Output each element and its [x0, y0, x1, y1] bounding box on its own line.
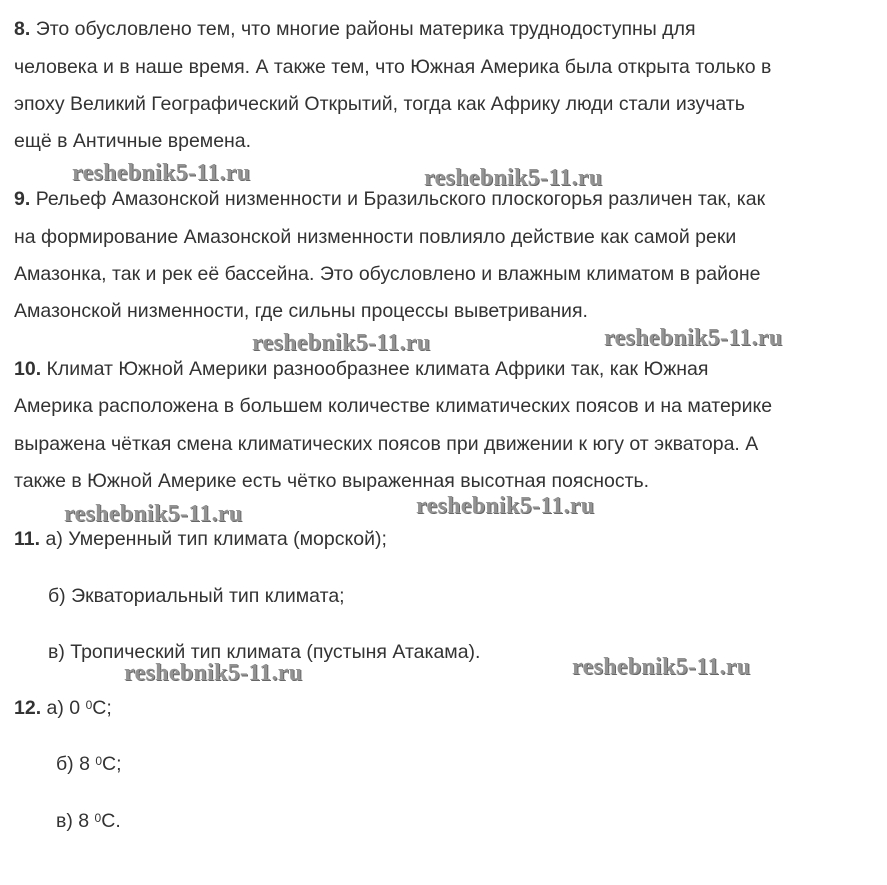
item-number: 9. — [14, 188, 31, 210]
item-12-answer-a — [14, 696, 112, 720]
item-8-line-1 — [14, 17, 696, 41]
watermark-4: reshebnik5-11.ru — [604, 325, 783, 351]
item-10-line-4: также в Южной Америке есть чётко выраженная высотная поясность. — [14, 470, 650, 492]
item-9-line-2: на формирование Амазонской низменности повлияло действие как самой реки — [14, 226, 737, 248]
degree-sup: 0 — [85, 698, 93, 712]
item-number: 11. — [14, 528, 41, 550]
item-9-line-3: Амазонка, так и рек её бассейна. Это обусловлено и влажным климатом в районе — [14, 263, 761, 285]
item-8-line-2: человека и в наше время. А также тем, что Южная Америка была открыта только в — [14, 56, 772, 78]
item-number: 8. — [14, 18, 31, 40]
watermark-2: reshebnik5-11.ru — [424, 165, 603, 191]
item-12-answer-c — [56, 809, 121, 833]
answer-suffix: С; — [92, 697, 112, 719]
item-9-line-4: Амазонской низменности, где сильны процессы выветривания. — [14, 300, 588, 322]
watermark-3: reshebnik5-11.ru — [252, 330, 431, 356]
watermark-5: reshebnik5-11.ru — [64, 501, 243, 527]
item-10-line-2: Америка расположена в большем количестве климатических поясов и на материке — [14, 395, 773, 417]
answer-suffix: С. — [101, 810, 121, 832]
answer-prefix: а) 0 — [46, 697, 86, 719]
item-number: 12. — [14, 697, 42, 719]
item-10-line-3: выражена чёткая смена климатических поясов при движении к югу от экватора. А — [14, 433, 759, 455]
item-11-answer-a — [14, 527, 387, 551]
item-text: Климат Южной Америки разнообразнее климата Африки так, как Южная — [46, 358, 709, 380]
item-12-answer-b — [56, 752, 122, 776]
item-9-line-1 — [14, 187, 765, 211]
item-11-answer-b: б) Экваториальный тип климата; — [48, 585, 345, 607]
answer-prefix: в) 8 — [56, 810, 95, 832]
item-number: 10. — [14, 358, 42, 380]
item-10-line-1 — [14, 357, 708, 381]
degree-sup: 0 — [95, 754, 103, 768]
degree-sup: 0 — [94, 811, 102, 825]
answer-prefix: б) 8 — [56, 753, 96, 775]
item-text: Это обусловлено тем, что многие районы материка труднодоступны для — [35, 18, 696, 40]
answer-suffix: С; — [102, 753, 122, 775]
watermark-7: reshebnik5-11.ru — [124, 660, 303, 686]
watermark-8: reshebnik5-11.ru — [572, 654, 751, 680]
watermark-6: reshebnik5-11.ru — [416, 493, 595, 519]
item-8-line-4: ещё в Античные времена. — [14, 130, 252, 152]
watermark-1: reshebnik5-11.ru — [72, 160, 251, 186]
item-11-answer-c: в) Тропический тип климата (пустыня Атакама). — [48, 641, 481, 663]
answer-text: а) Умеренный тип климата (морской); — [45, 528, 387, 550]
item-text: Рельеф Амазонской низменности и Бразильского плоскогорья различен так, как — [35, 188, 766, 210]
item-8-line-3: эпоху Великий Географический Открытий, тогда как Африку люди стали изучать — [14, 93, 745, 115]
